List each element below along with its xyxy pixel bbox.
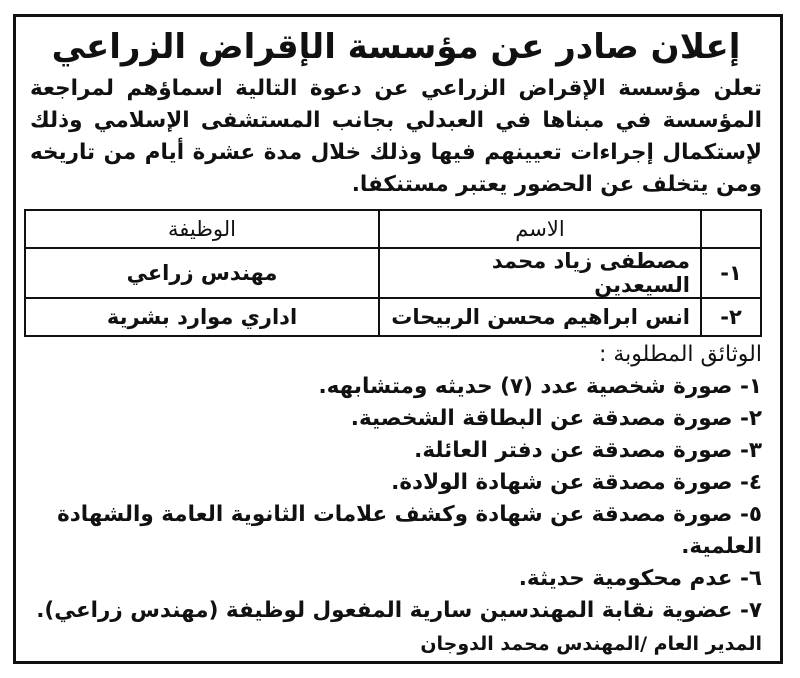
document-item: ٧- عضوية نقابة المهندسين سارية المفعول لوظيفة (مهندس زراعي).: [36, 598, 762, 623]
announcement-title: إعلان صادر عن مؤسسة الإقراض الزراعي: [51, 27, 741, 67]
announcement-intro: تعلن مؤسسة الإقراض الزراعي عن دعوة التالية اسماؤهم لمراجعة المؤسسة في مبناها في العبدلي بجانب المستشفى الإسلامي وذلك لإستكمال إجراءات تعيينهم فيها وذلك خلال مدة عشرة أيام من تاريخه ومن يتخلف عن الحضور يعتبر مستنكفا.: [30, 76, 762, 197]
row-job: اداري موارد بشرية: [25, 298, 379, 336]
row-job: مهندس زراعي: [25, 248, 379, 298]
document-item: ٥- صورة مصدقة عن شهادة وكشف علامات الثانوية العامة والشهادة العلمية.: [57, 502, 762, 559]
document-item: ٢- صورة مصدقة عن البطاقة الشخصية.: [350, 406, 762, 431]
document-item: ٣- صورة مصدقة عن دفتر العائلة.: [414, 438, 762, 463]
document-item: ١- صورة شخصية عدد (٧) حديثه ومتشابهه.: [318, 374, 762, 399]
document-item: ٦- عدم محكومية حديثة.: [518, 566, 762, 591]
header-name: الاسم: [379, 210, 701, 248]
documents-heading: الوثائق المطلوبة :: [598, 342, 762, 367]
row-number: ٢-: [701, 298, 761, 336]
row-number: ١-: [701, 248, 761, 298]
row-name: مصطفى زياد محمد السيعدين: [379, 248, 701, 298]
header-number: [701, 210, 761, 248]
document-item: ٤- صورة مصدقة عن شهادة الولادة.: [391, 470, 762, 495]
table-row: [25, 248, 761, 298]
signature-line: المدير العام /المهندس محمد الدوجان: [420, 633, 762, 655]
table-header-row: [25, 210, 761, 248]
table-row: [25, 298, 761, 336]
row-name: انس ابراهيم محسن الربيحات: [379, 298, 701, 336]
header-job: الوظيفة: [25, 210, 379, 248]
announcement-frame: [13, 14, 783, 664]
applicants-table: [24, 209, 762, 337]
